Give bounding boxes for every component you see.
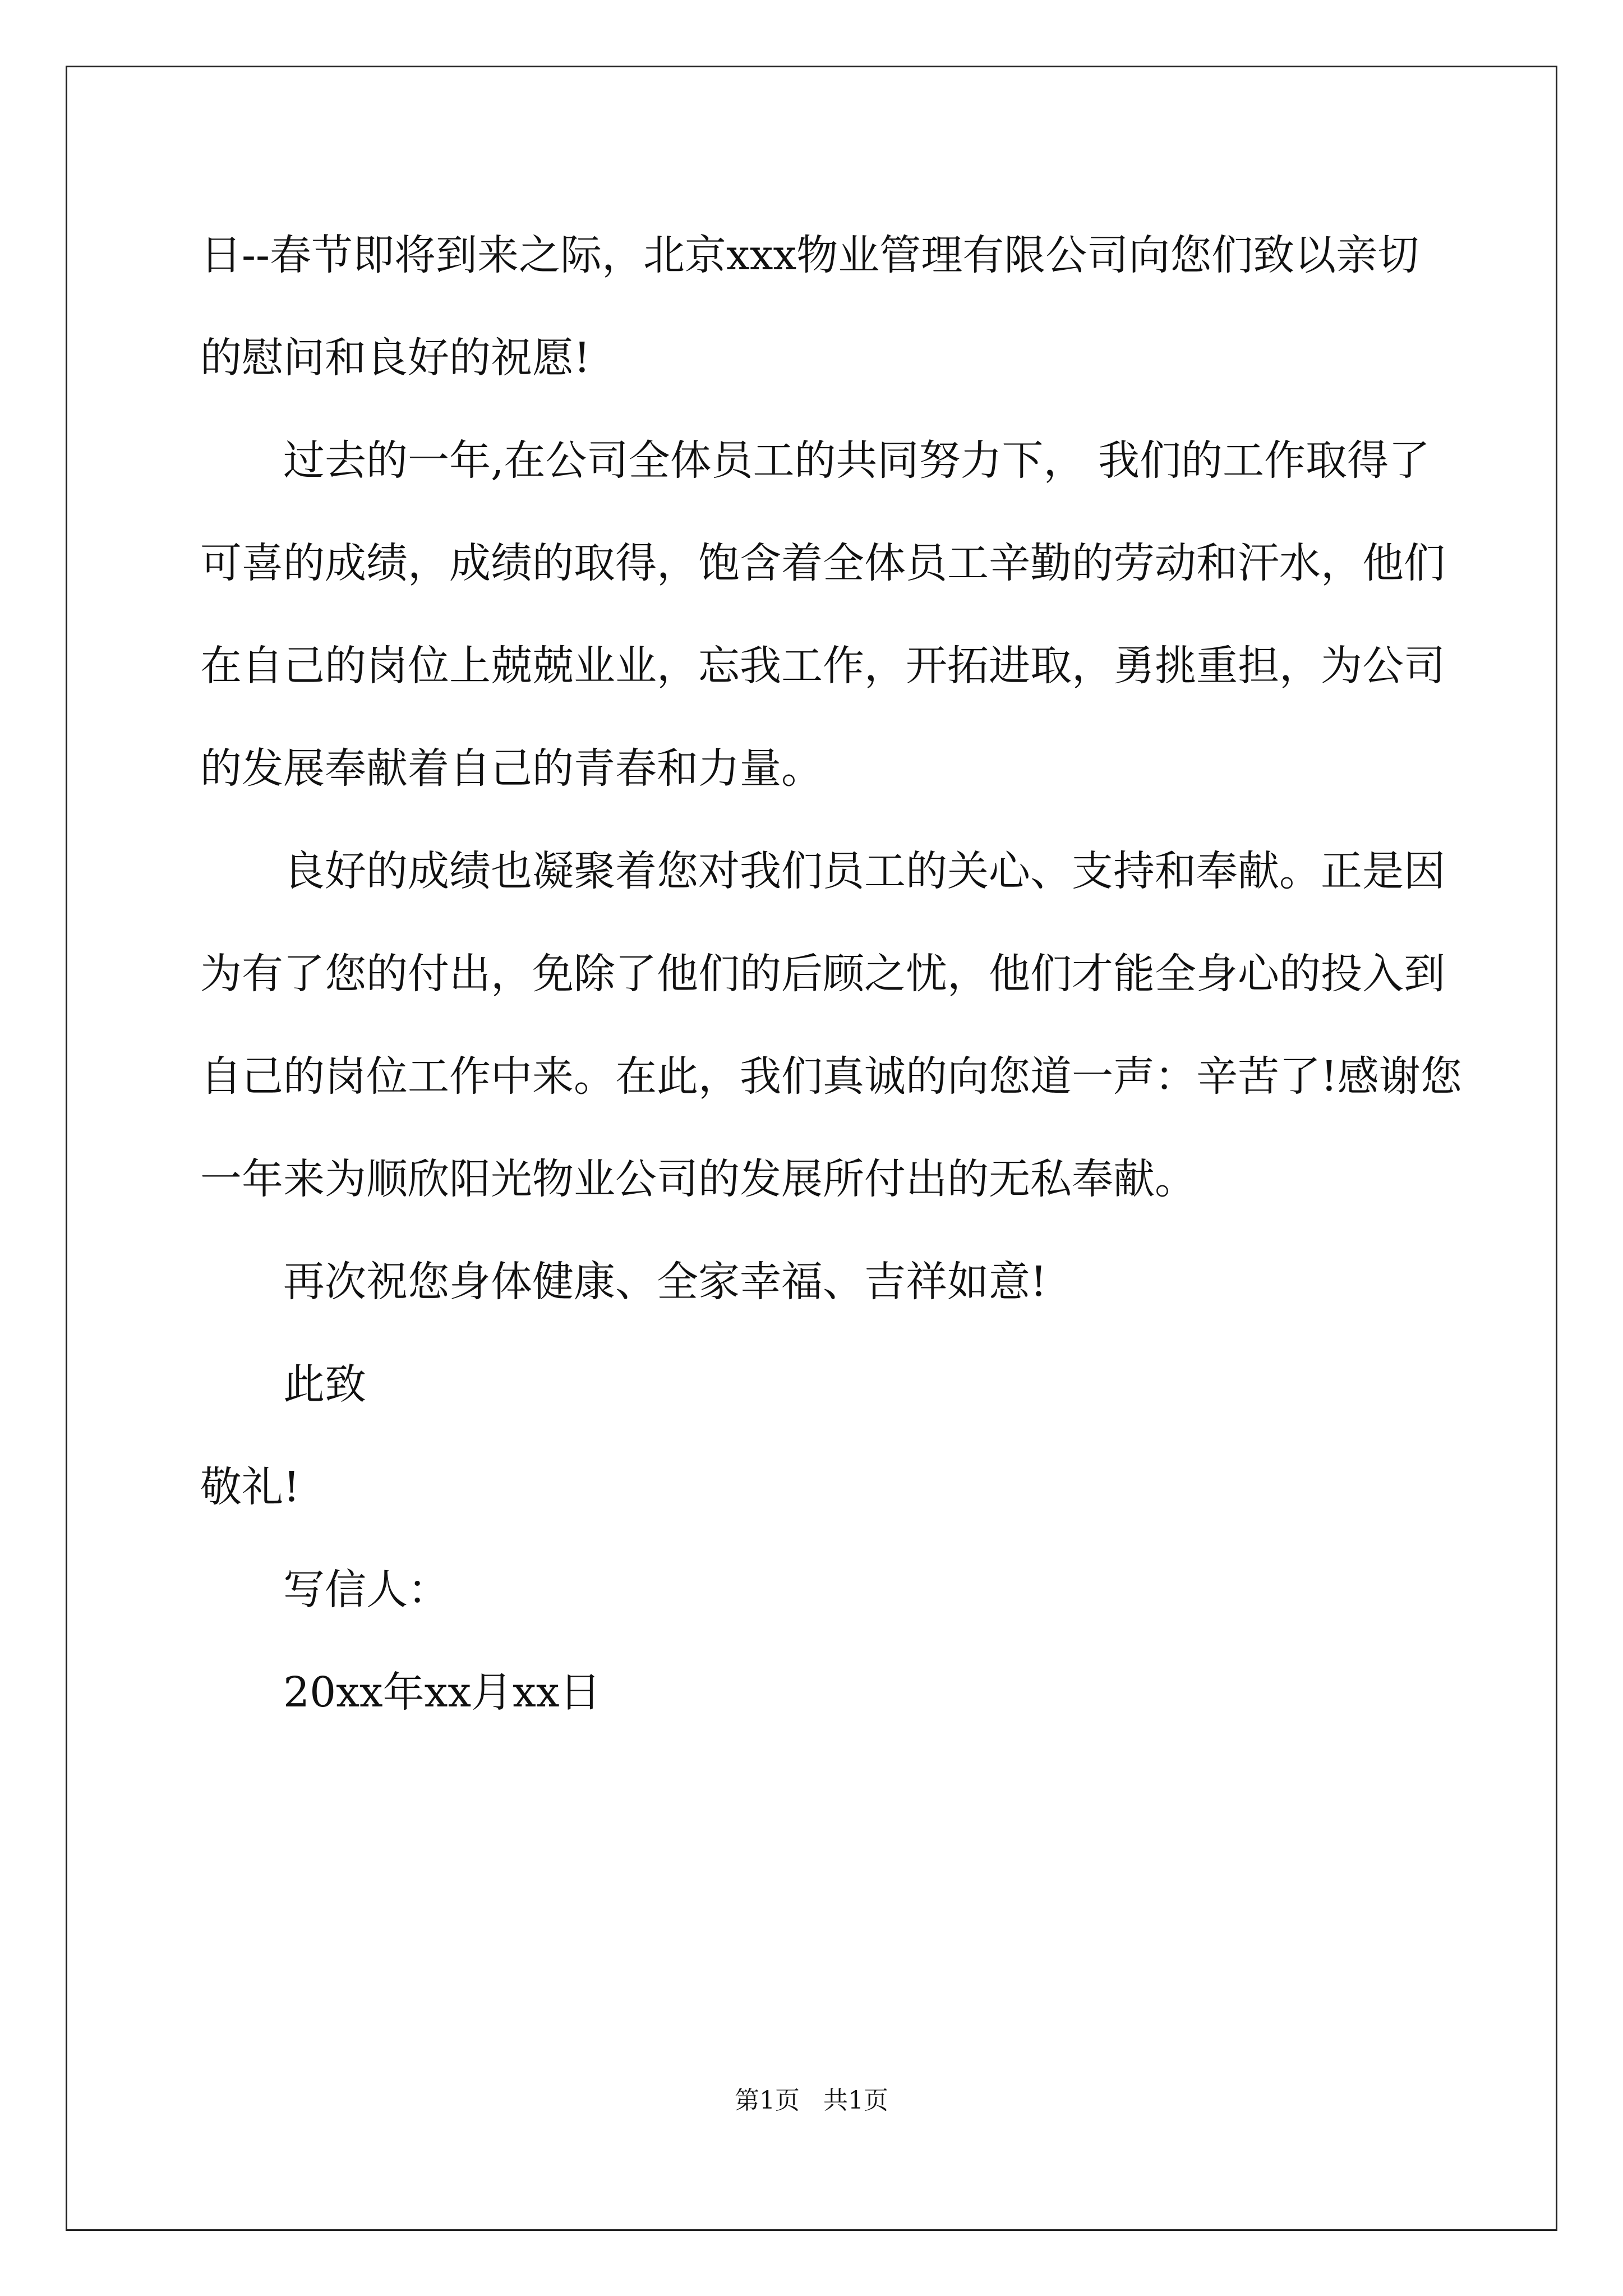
letter-line: 可喜的成绩，成绩的取得，饱含着全体员工辛勤的劳动和汗水，他们 — [200, 539, 1445, 587]
letter-signature: 写信人： — [283, 1566, 449, 1614]
letter-line: 良好的成绩也凝聚着您对我们员工的关心、支持和奉献。正是因 — [283, 847, 1445, 895]
page-number-current: 第1页 — [735, 2086, 800, 2115]
letter-line: 再次祝您身体健康、全家幸福、吉祥如意! — [283, 1258, 1047, 1306]
page-number-total: 共1页 — [823, 2086, 888, 2115]
letter-salute: 敬礼! — [200, 1463, 300, 1511]
letter-line: 为有了您的付出，免除了他们的后顾之忧，他们才能全身心的投入到 — [200, 950, 1445, 998]
letter-line: 过去的一年,在公司全体员工的共同努力下， 我们的工作取得了 — [283, 436, 1431, 485]
letter-line: 在自己的岗位上兢兢业业，忘我工作，开拓进取，勇挑重担，为公司 — [200, 642, 1445, 690]
page-footer — [0, 2080, 1623, 2116]
letter-closing: 此致 — [283, 1360, 366, 1409]
letter-date: 20xx年xx月xx日 — [283, 1668, 601, 1717]
letter-line: 一年来为顺欣阳光物业公司的发展所付出的无私奉献。 — [200, 1155, 1196, 1203]
letter-body — [200, 219, 1462, 1759]
letter-line: 的慰问和良好的祝愿! — [200, 334, 591, 382]
letter-line: 的发展奉献着自己的青春和力量。 — [200, 744, 823, 793]
letter-line: 自己的岗位工作中来。在此，我们真诚的向您道一声：辛苦了!感谢您 — [200, 1052, 1462, 1101]
letter-line: 日--春节即将到来之际，北京xxx物业管理有限公司向您们致以亲切 — [200, 231, 1419, 279]
